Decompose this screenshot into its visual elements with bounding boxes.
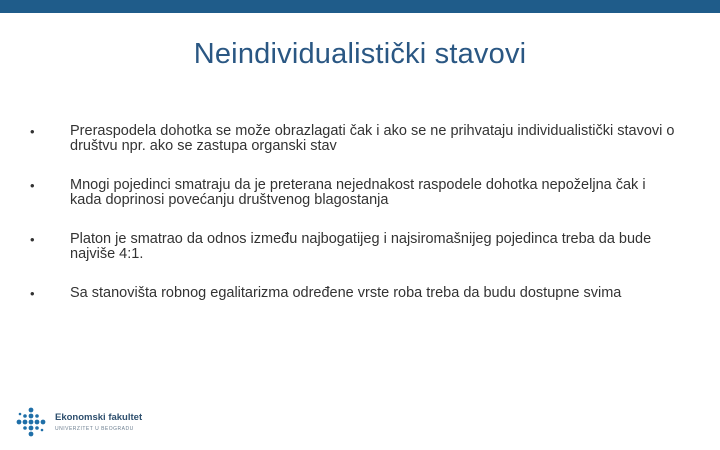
bullet-text: Preraspodela dohotka se može obrazlagati čak i ako se ne prihvataju individualistički stavovi o društvu npr. ako se zastupa organski stav (70, 123, 675, 154)
top-bar (0, 0, 720, 13)
bullet-marker: • (30, 124, 35, 139)
bullet-marker: • (30, 232, 35, 247)
bullet-list (30, 124, 680, 301)
logo-text (55, 412, 142, 433)
bullet-item (30, 286, 680, 301)
bullet-marker: • (30, 286, 35, 301)
bullet-text: Platon je smatrao da odnos između najbogatijeg i najsiromašnijeg pojedinca treba da bude najviše 4:1. (70, 231, 652, 262)
bullet-item (30, 124, 680, 154)
bullet-text: Sa stanovišta robnog egalitarizma određene vrste roba treba da budu dostupne svima (70, 285, 622, 301)
logo-subtitle: UNIVERZITET U BEOGRADU (55, 425, 134, 432)
slide-title: Neindividualistički stavovi (193, 38, 527, 70)
bullet-item (30, 178, 680, 208)
bullet-marker: • (30, 178, 35, 193)
bullet-item (30, 232, 680, 262)
bullet-text: Mnogi pojedinci smatraju da je preterana nejednakost raspodele dohotka nepoželjna čak i kada doprinosi povećanju društvenog blagostanja (70, 177, 646, 208)
dotted-cross-logo-icon (15, 406, 47, 438)
logo-name: Ekonomski fakultet (55, 411, 143, 423)
faculty-logo (15, 405, 142, 439)
